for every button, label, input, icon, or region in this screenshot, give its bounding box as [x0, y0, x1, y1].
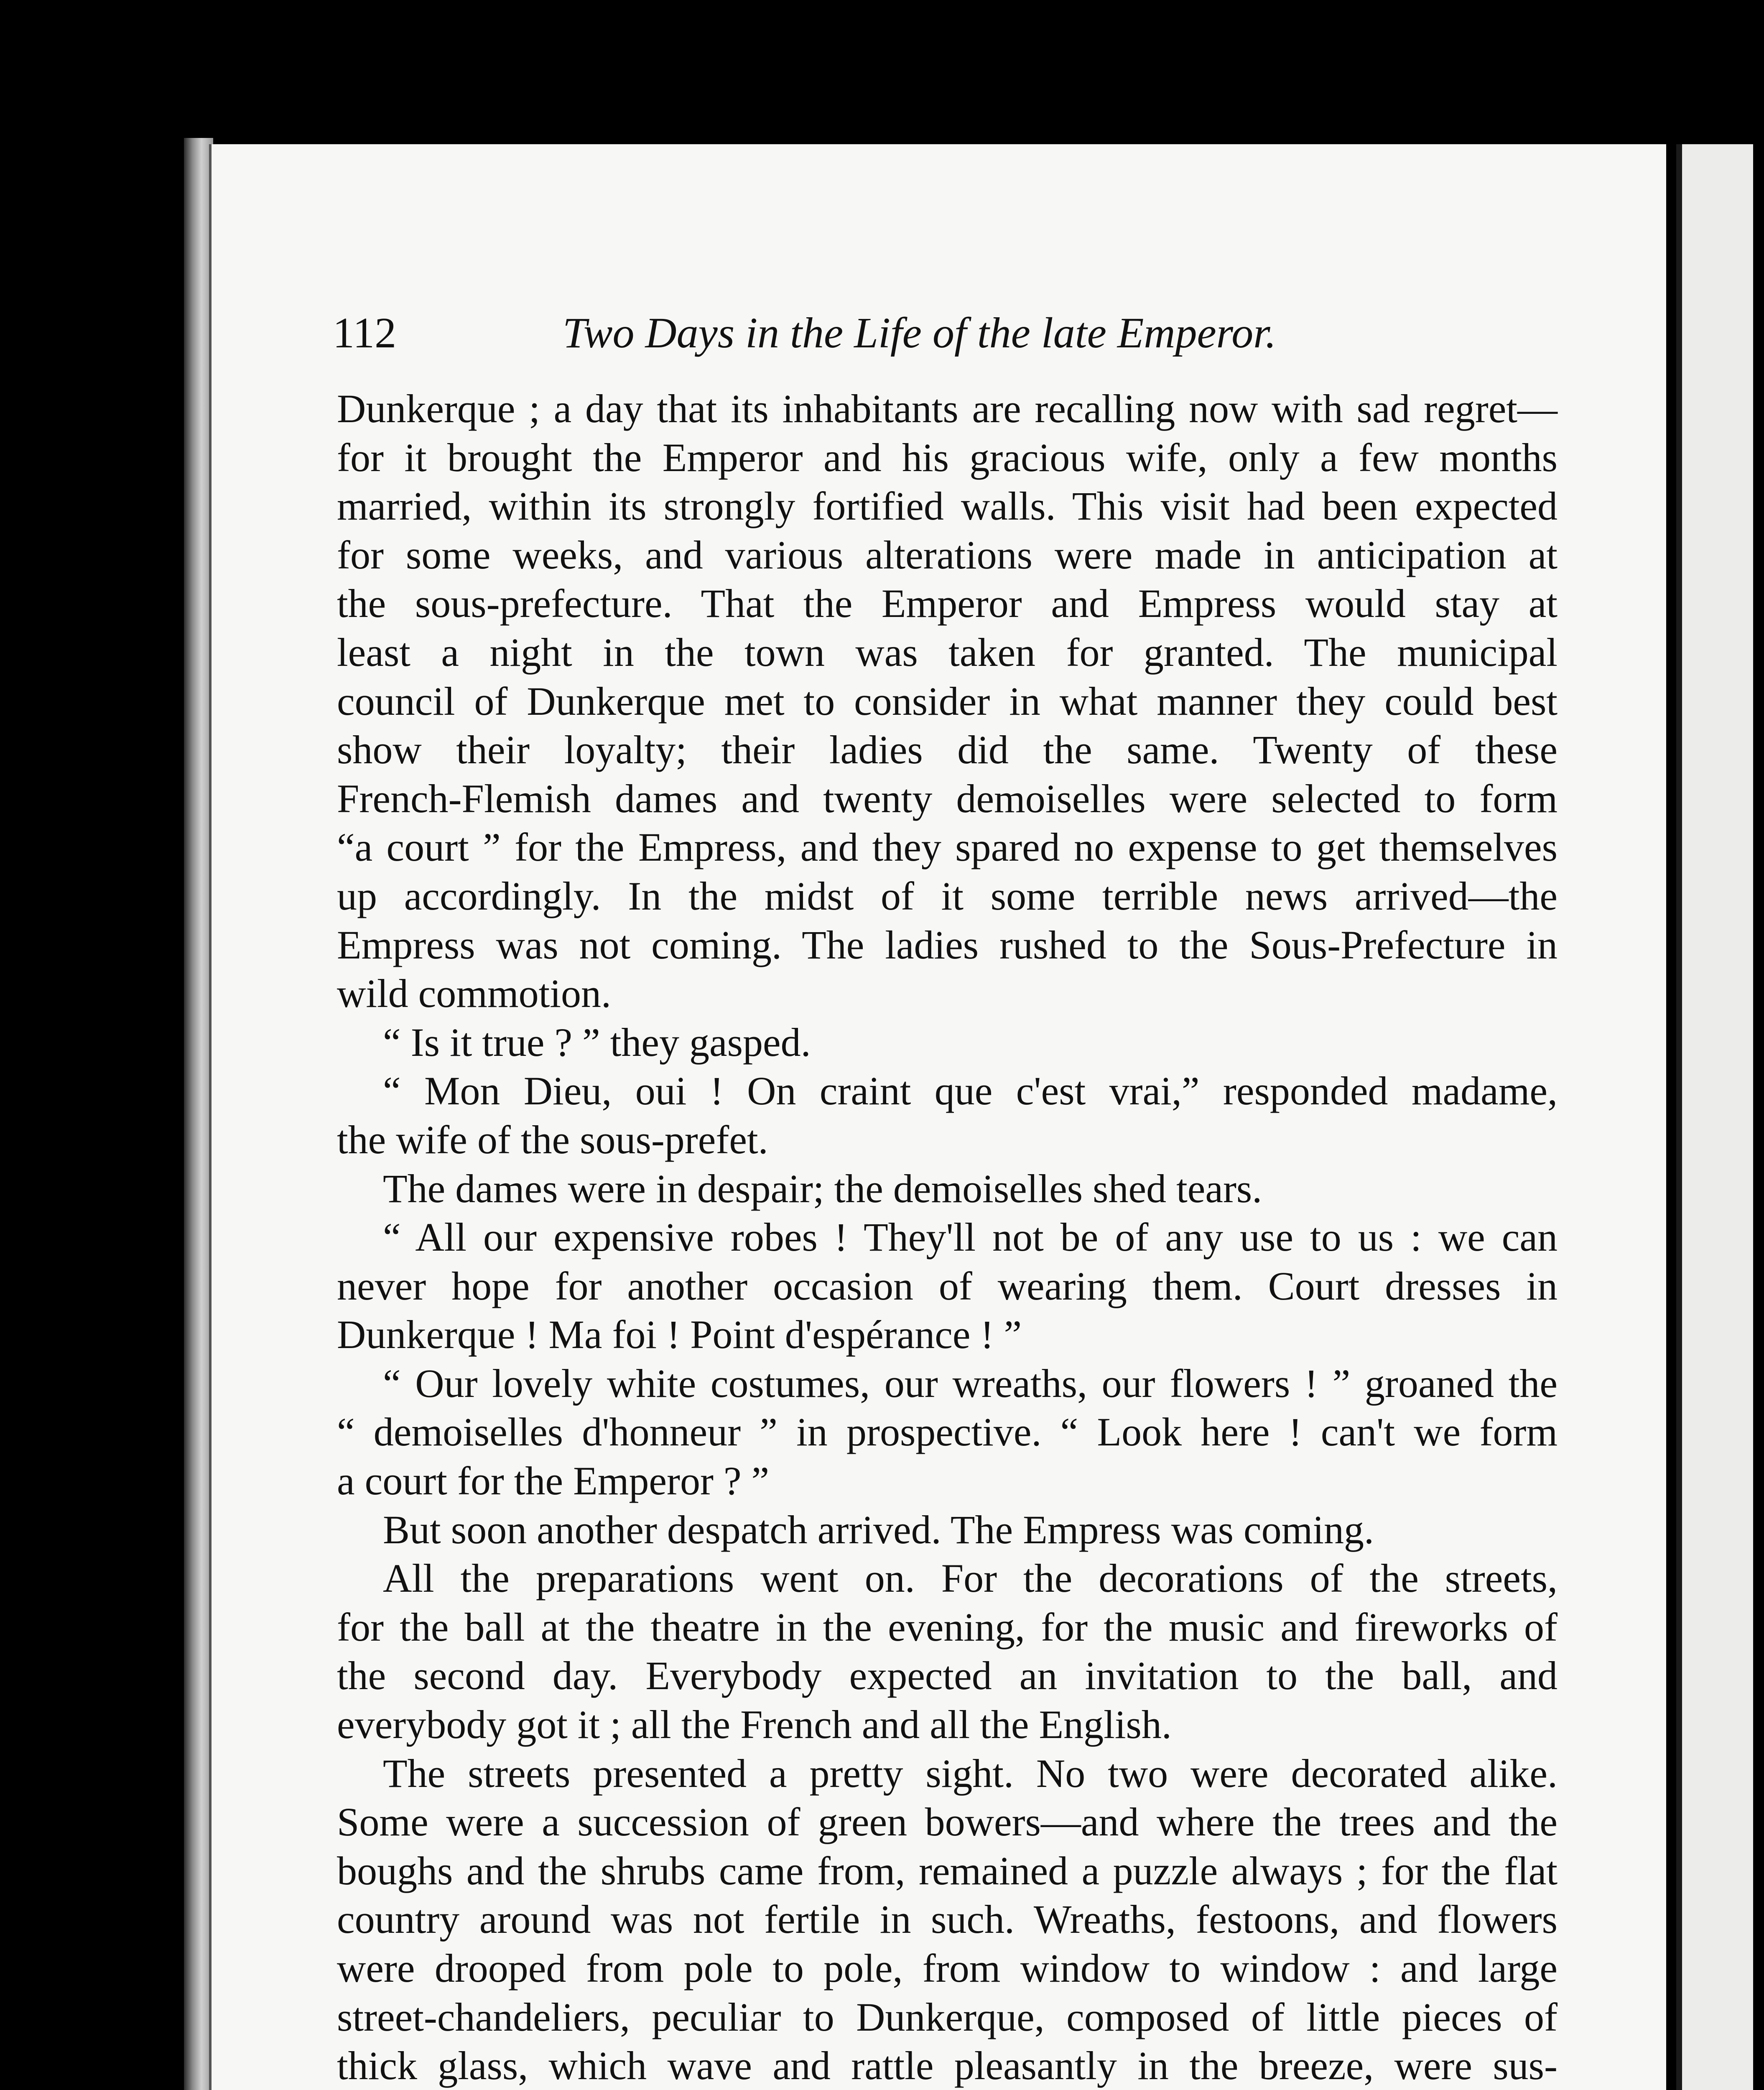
- text-line: for some weeks, and various alterations were made in anticipation at: [337, 532, 1558, 577]
- text-line: the wife of the sous-prefet.: [337, 1117, 768, 1162]
- next-page-edge: [1676, 144, 1753, 2090]
- text-line: wild commotion.: [337, 971, 611, 1016]
- text-line: the sous-prefecture. That the Emperor and Empress would stay at: [337, 581, 1558, 626]
- text-line: street-chandeliers, peculiar to Dunkerque, composed of little pieces of: [337, 1994, 1558, 2039]
- text-line: “a court ” for the Empress, and they spared no expense to get themselves: [337, 825, 1558, 870]
- text-line: everybody got it ; all the French and all the English.: [337, 1702, 1172, 1747]
- text-line: country around was not fertile in such. Wreaths, festoons, and flowers: [337, 1897, 1558, 1942]
- text-line: up accordingly. In the midst of it some terrible news arrived—the: [337, 873, 1558, 918]
- text-line: married, within its strongly fortified walls. This visit had been expected: [337, 484, 1558, 529]
- text-line: “ Mon Dieu, oui ! On craint que c'est vrai,” responded madame,: [383, 1068, 1558, 1114]
- text-line: Dunkerque ; a day that its inhabitants are recalling now with sad regret—: [337, 386, 1558, 431]
- text-line: council of Dunkerque met to consider in what manner they could best: [337, 678, 1558, 724]
- body-text: [337, 385, 1558, 2090]
- text-line: Dunkerque ! Ma foi ! Point d'espérance ! ”: [337, 1312, 1022, 1357]
- text-line: “ Our lovely white costumes, our wreaths, our flowers ! ” groaned the: [383, 1361, 1558, 1406]
- text-line: The dames were in despair; the demoiselles shed tears.: [383, 1166, 1262, 1211]
- book-page: [209, 144, 1666, 2090]
- text-line: for it brought the Emperor and his gracious wife, only a few months: [337, 435, 1558, 480]
- text-line: “ All our expensive robes ! They'll not be of any use to us : we can: [383, 1215, 1558, 1260]
- text-line: Some were a succession of green bowers—and where the trees and the: [337, 1799, 1558, 1845]
- text-line: the second day. Everybody expected an invitation to the ball, and: [337, 1653, 1558, 1698]
- text-line: “ Is it true ? ” they gasped.: [383, 1020, 811, 1065]
- text-line: Empress was not coming. The ladies rushed to the Sous-Prefecture in: [337, 922, 1558, 967]
- page-number: 112: [333, 309, 397, 357]
- text-line: a court for the Emperor ? ”: [337, 1458, 770, 1504]
- text-line: But soon another despatch arrived. The Empress was coming.: [383, 1507, 1374, 1552]
- text-line: All the preparations went on. For the decorations of the streets,: [383, 1556, 1558, 1601]
- text-line: show their loyalty; their ladies did the same. Twenty of these: [337, 727, 1558, 772]
- text-line: French-Flemish dames and twenty demoiselles were selected to form: [337, 776, 1558, 821]
- text-line: The streets presented a pretty sight. No two were decorated alike.: [383, 1751, 1558, 1796]
- running-title: Two Days in the Life of the late Emperor.: [563, 309, 1277, 357]
- text-line: thick glass, which wave and rattle pleasantly in the breeze, were sus-: [337, 2043, 1558, 2088]
- text-line: “ demoiselles d'honneur ” in prospective. “ Look here ! can't we form: [337, 1409, 1558, 1455]
- text-line: were drooped from pole to pole, from window to window : and large: [337, 1946, 1558, 1991]
- text-line: never hope for another occasion of wearing them. Court dresses in: [337, 1263, 1558, 1308]
- text-line: least a night in the town was taken for granted. The municipal: [337, 630, 1558, 675]
- text-line: boughs and the shrubs came from, remained a puzzle always ; for the flat: [337, 1848, 1558, 1893]
- text-line: for the ball at the theatre in the evening, for the music and fireworks of: [337, 1604, 1558, 1649]
